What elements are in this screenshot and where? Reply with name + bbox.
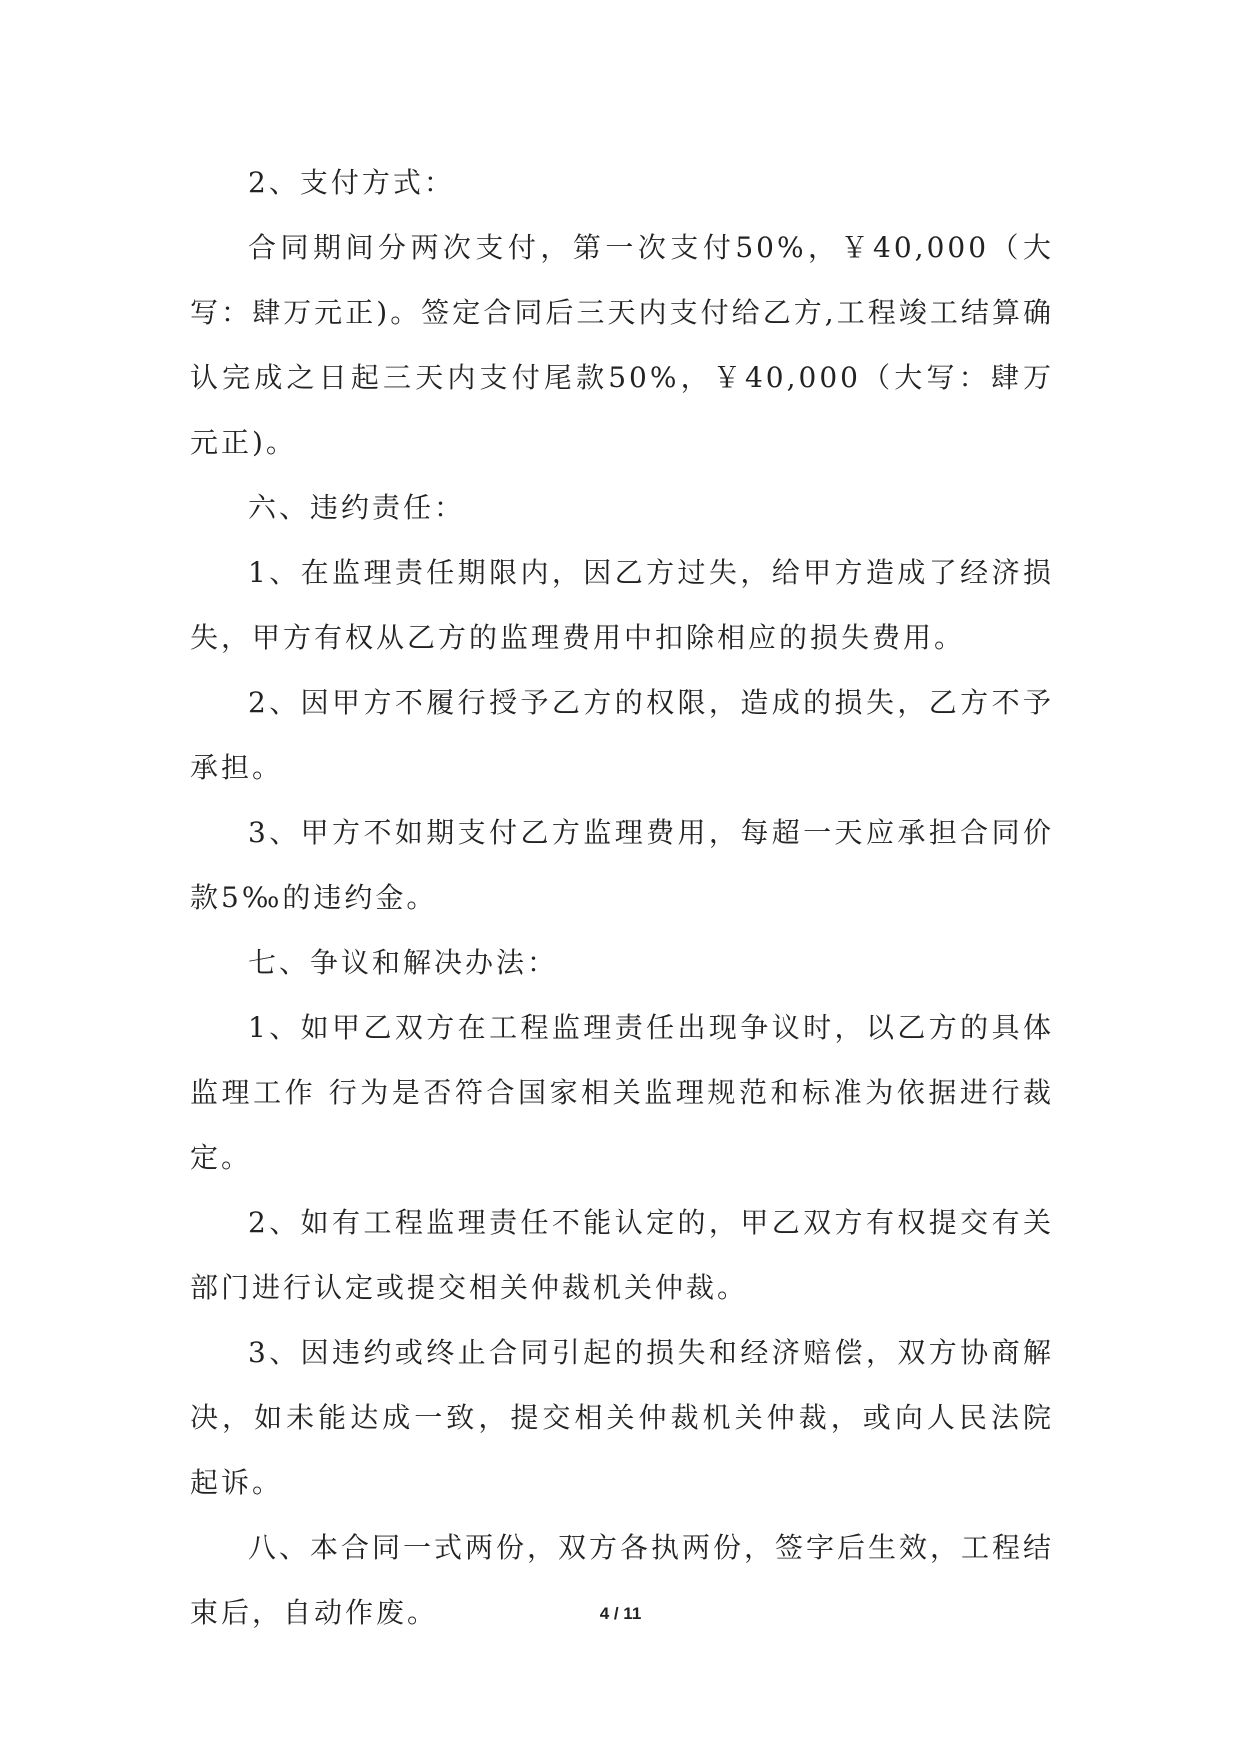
paragraph-copies-clause: 八、本合同一式两份，双方各执两份，签字后生效，工程结束后，自动作废。 [190, 1531, 1055, 1629]
paragraph-dispute-heading: 七、争议和解决办法： [248, 946, 559, 979]
document-body [190, 150, 1054, 1645]
paragraph-dispute-clause-2: 2、如有工程监理责任不能认定的，甲乙双方有权提交有关部门进行认定或提交相关仲裁机关仲裁。 [190, 1206, 1054, 1304]
paragraph-breach-clause-3: 3、甲方不如期支付乙方监理费用，每超一天应承担合同价款5‰的违约金。 [190, 816, 1054, 914]
paragraph-payment-method-heading: 2、支付方式： [248, 166, 455, 199]
paragraph-breach-clause-1: 1、在监理责任期限内，因乙方过失，给甲方造成了经济损失，甲方有权从乙方的监理费用中扣除相应的损失费用。 [190, 556, 1054, 654]
paragraph-breach-clause-2: 2、因甲方不履行授予乙方的权限，造成的损失，乙方不予承担。 [190, 686, 1054, 784]
paragraph-dispute-clause-1: 1、如甲乙双方在工程监理责任出现争议时，以乙方的具体监理工作 行为是否符合国家相关监理规范和标准为依据进行裁定。 [190, 1011, 1054, 1174]
paragraph-dispute-clause-3: 3、因违约或终止合同引起的损失和经济赔偿，双方协商解决，如未能达成一致，提交相关仲裁机关仲裁，或向人民法院起诉。 [190, 1336, 1054, 1499]
paragraph-payment-terms: 合同期间分两次支付，第一次支付50%，￥40,000（大写：肆万元正)。签定合同后三天内支付给乙方,工程竣工结算确认完成之日起三天内支付尾款50%，￥40,000（大写：肆万元正)。 [190, 231, 1054, 459]
page-number: 4 / 11 [599, 1604, 642, 1623]
paragraph-breach-heading: 六、违约责任： [248, 491, 466, 524]
